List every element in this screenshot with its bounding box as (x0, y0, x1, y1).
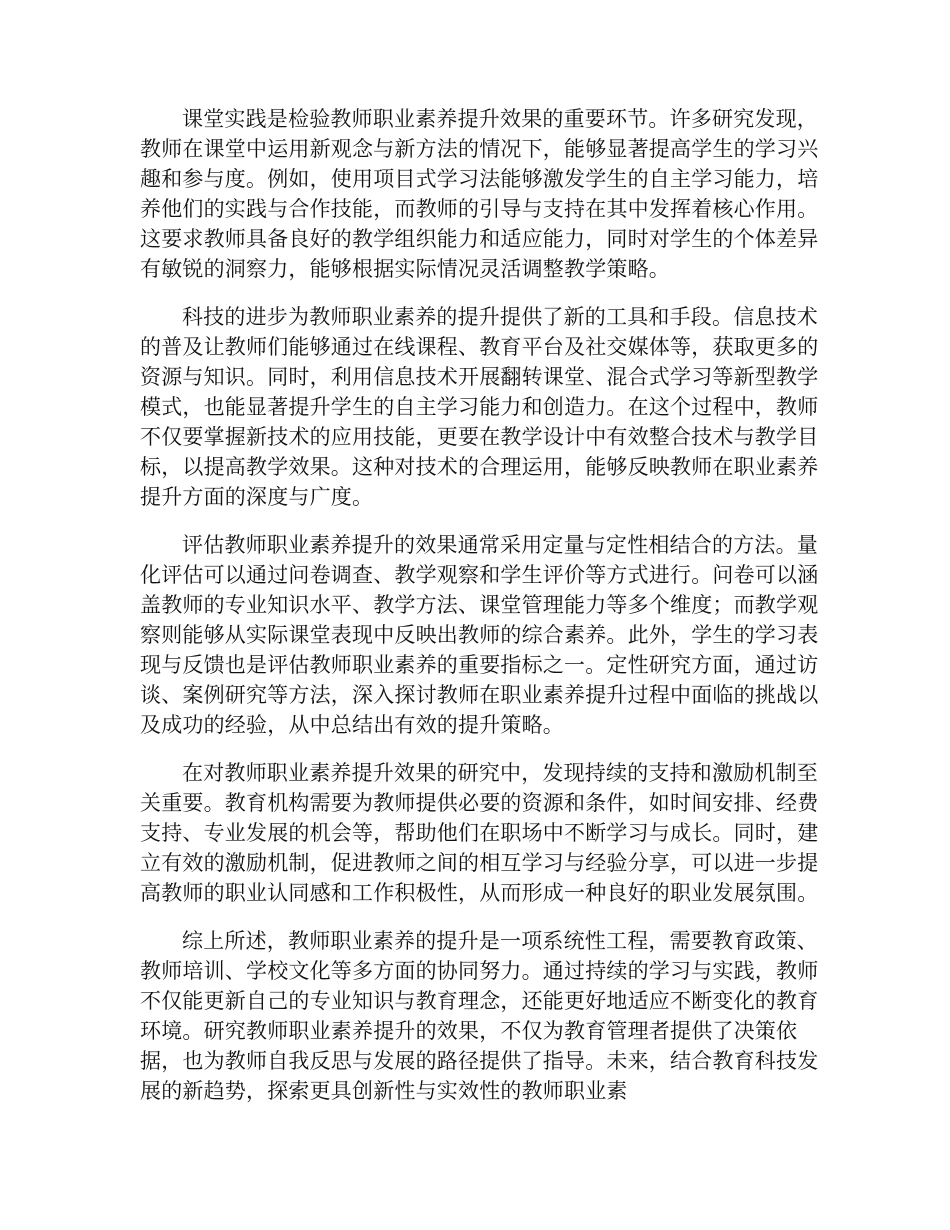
paragraph-classroom-practice: 课堂实践是检验教师职业素养提升效果的重要环节。许多研究发现，教师在课堂中运用新观念与新方法的情况下，能够显著提高学生的学习兴趣和参与度。例如，使用项目式学习法能够激发学生的自主学习能力，培养他们的实践与合作技能，而教师的引导与支持在其中发挥着核心作用。这要求教师具备良好的教学组织能力和适应能力，同时对学生的个体差异有敏锐的洞察力，能够根据实际情况灵活调整教学策略。 (140, 107, 819, 281)
paragraph-conclusion: 综上所述，教师职业素养的提升是一项系统性工程，需要教育政策、教师培训、学校文化等多方面的协同努力。通过持续的学习与实践，教师不仅能更新自己的专业知识与教育理念，还能更好地适应不断变化的教育环境。研究教师职业素养提升的效果，不仅为教育管理者提供了决策依据，也为教师自我反思与发展的路径提供了指导。未来，结合教育科技发展的新趋势，探索更具创新性与实效性的教师职业素 (140, 929, 819, 1103)
paragraph-evaluation-methods: 评估教师职业素养提升的效果通常采用定量与定性相结合的方法。量化评估可以通过问卷调查、教学观察和学生评价等方式进行。问卷可以涵盖教师的专业知识水平、教学方法、课堂管理能力等多个维度；而教学观察则能够从实际课堂表现中反映出教师的综合素养。此外，学生的学习表现与反馈也是评估教师职业素养的重要指标之一。定性研究方面，通过访谈、案例研究等方法，深入探讨教师在职业素养提升过程中面临的挑战以及成功的经验，从中总结出有效的提升策略。 (140, 533, 819, 737)
document-body (140, 104, 830, 1124)
paragraph-support-incentives: 在对教师职业素养提升效果的研究中，发现持续的支持和激励机制至关重要。教育机构需要为教师提供必要的资源和条件，如时间安排、经费支持、专业发展的机会等，帮助他们在职场中不断学习与成长。同时，建立有效的激励机制，促进教师之间的相互学习与经验分享，可以进一步提高教师的职业认同感和工作积极性，从而形成一种良好的职业发展氛围。 (140, 761, 819, 905)
paragraph-technology: 科技的进步为教师职业素养的提升提供了新的工具和手段。信息技术的普及让教师们能够通过在线课程、教育平台及社交媒体等，获取更多的资源与知识。同时，利用信息技术开展翻转课堂、混合式学习等新型教学模式，也能显著提升学生的自主学习能力和创造力。在这个过程中，教师不仅要掌握新技术的应用技能，更要在教学设计中有效整合技术与教学目标，以提高教学效果。这种对技术的合理运用，能够反映教师在职业素养提升方面的深度与广度。 (140, 305, 819, 509)
